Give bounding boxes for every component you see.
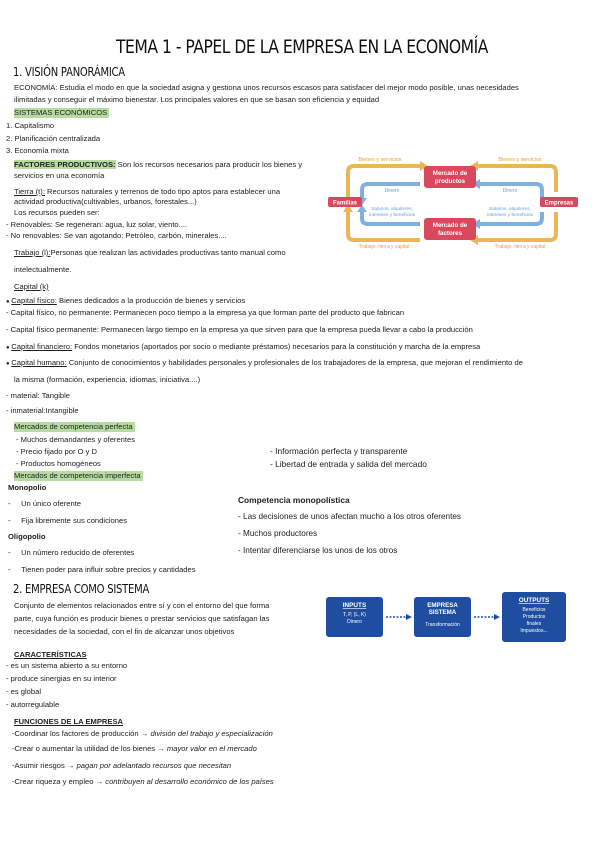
factores-productivos-line-2: servicios en una economía xyxy=(14,171,105,180)
circular-flow-diagram xyxy=(328,154,578,250)
capital-humano-continuation: la misma (formación, experiencia, idiomas, iniciativa....) xyxy=(14,375,201,384)
oligopolio-item: - Tienen poder para influir sobre precios y cantidades xyxy=(8,565,196,574)
outputs-title: OUTPUTS xyxy=(518,597,550,604)
tierra-label: Tierra (t): xyxy=(14,187,45,196)
empresa-sistema-title: SISTEMA xyxy=(428,609,457,616)
monopolio-item-text: Fija libremente sus condiciones xyxy=(21,516,128,525)
funcion-result: pagan por adelantado recursos que necesitan xyxy=(76,761,232,770)
material-item: - material: Tangible xyxy=(6,391,70,401)
caracteristica-item: - es un sistema abierto a su entorno xyxy=(6,661,127,671)
oligopolio-item-text: Tienen poder para influir sobre precios y cantidades xyxy=(21,565,196,574)
competencia-perfecta-label: Mercados de competencia perfecta xyxy=(14,422,133,431)
factores-productivos-text: Son los recursos necesarios para producir los bienes y xyxy=(115,160,303,169)
bienes-servicios-label: Bienes y servicios xyxy=(498,157,542,163)
competencia-imperfecta-label: Mercados de competencia imperfecta xyxy=(14,471,141,480)
factores-productivos-line-1 xyxy=(14,160,302,170)
monopolistica-item: - Las decisiones de unos afectan mucho a los otros oferentes xyxy=(238,512,461,522)
perfecta-item: - Muchos demandantes y oferentes xyxy=(16,435,135,445)
monopolistica-item: - Muchos productores xyxy=(238,529,317,539)
rentas-label: Salarios, alquileres, xyxy=(371,207,413,212)
transformacion-label: Transformación xyxy=(425,622,460,628)
tierra-line-2: actividad productiva(cultivables, urbanos, forestales...) xyxy=(14,197,197,206)
trabajo-text: Personas que realizan las actividades productivas tanto manual como xyxy=(50,248,286,257)
empresa-sistema-title: EMPRESA xyxy=(427,602,458,609)
trabajo-tierra-capital-label: Trabajo, tierra y capital xyxy=(358,244,410,250)
outputs-item: Impuestos... xyxy=(520,628,548,634)
trabajo-line-2: intelectualmente. xyxy=(14,265,72,274)
funcion-item xyxy=(12,744,257,754)
arrow-head xyxy=(406,614,412,620)
rentas-label: intereses y beneficios xyxy=(486,213,534,218)
monopolistica-item: - Intentar diferenciarse los unos de los otros xyxy=(238,546,397,556)
funcion-text: -Coordinar los factores de producción → xyxy=(12,729,151,738)
factores-productivos-label: FACTORES PRODUCTIVOS: xyxy=(14,160,116,169)
outputs-item: finales xyxy=(526,621,542,627)
system-item: 1. Capitalismo xyxy=(6,121,55,130)
tierra-line-3: Los recursos pueden ser: xyxy=(14,208,100,217)
funcion-text: -Crear o aumentar la utilidad de los bienes → xyxy=(12,744,167,753)
empresa-definition-line: parte, cuya función es producir bienes o prestar servicios que satisfagan las xyxy=(14,614,270,623)
oligopolio-item: - Un número reducido de oferentes xyxy=(8,548,135,557)
inputs-sub: Dinero xyxy=(347,619,362,625)
empresa-sistema-diagram xyxy=(326,592,578,644)
inmaterial-item: - inmaterial:Intangible xyxy=(6,406,79,416)
bienes-servicios-label: Bienes y servicios xyxy=(358,157,402,163)
funcion-result: división del trabajo y especialización xyxy=(150,729,273,738)
capital-humano-text: Conjunto de conocimientos y habilidades personales y profesionales de los trabajadores de la empresa, que mejoran el rendimiento de xyxy=(66,358,523,367)
capital-label: Capital (k) xyxy=(14,282,49,291)
capital-financiero-item xyxy=(6,342,480,353)
capital-fisico-text: Bienes dedicados a la producción de bienes y servicios xyxy=(56,296,246,305)
arrow-head xyxy=(494,614,500,620)
funcion-item xyxy=(12,777,274,787)
caracteristica-item: - produce sinergias en su interior xyxy=(6,674,117,684)
dinero-label: Dinero xyxy=(502,188,518,194)
tierra-text: Recursos naturales y terrenos de todo tipo aptos para establecer una xyxy=(44,187,281,196)
sistemas-economicos-label: SISTEMAS ECONÓMICOS xyxy=(14,108,108,117)
oligopolio-label: Oligopolio xyxy=(8,532,46,541)
inputs-title: INPUTS xyxy=(342,602,367,609)
funcion-result: contribuyen al desarrollo económico de los países xyxy=(105,777,274,786)
perfecta-right-item: - Libertad de entrada y salida del mercado xyxy=(270,459,427,469)
trabajo-line-1 xyxy=(14,248,286,258)
empresa-definition-line: Conjunto de elementos relacionados entre sí y con el entorno del que forma xyxy=(14,601,270,610)
caracteristicas-label: CARACTERÍSTICAS xyxy=(14,650,87,659)
capital-humano-label: Capital humano: xyxy=(11,358,67,367)
page-title: TEMA 1 - PAPEL DE LA EMPRESA EN LA ECONOMÍA xyxy=(116,36,488,58)
capital-fisico-label: Capital físico: xyxy=(11,296,57,305)
perfecta-right-item: - Información perfecta y transparente xyxy=(270,446,407,456)
capital-financiero-label: Capital financiero: xyxy=(11,342,73,351)
trabajo-tierra-capital-label: Trabajo, tierra y capital xyxy=(494,244,546,250)
section-2-heading: 2. EMPRESA COMO SISTEMA xyxy=(13,581,150,596)
monopolio-item-text: Un único oferente xyxy=(21,499,82,508)
caracteristica-item: - autorregulable xyxy=(6,700,59,710)
outputs-item: Beneficios xyxy=(522,607,546,613)
economia-definition-line-1: ECONOMÍA: Estudia el modo en que la sociedad asigna y gestiona unos recursos escasos para satisfacer del mejor modo posible, unas necesidades xyxy=(14,83,519,92)
system-item: 2. Planificación centralizada xyxy=(6,134,101,143)
renovables-item: - Renovables: Se regeneran: agua, luz solar, viento.... xyxy=(6,220,187,230)
funcion-text: -Crear riqueza y empleo → xyxy=(12,777,106,786)
monopolio-item: - Fija libremente sus condiciones xyxy=(8,516,128,525)
funcion-item xyxy=(12,729,273,739)
capital-permanente-item: - Capital físico permanente: Permanecen largo tiempo en la empresa ya que sirven para que la empresa pueda llevar a cabo la producción xyxy=(6,325,473,335)
capital-financiero-text: Fondos monetarios (aportados por socio o mediante préstamos) necesarios para la constitución y marcha de la empresa xyxy=(72,342,481,351)
dinero-label: Dinero xyxy=(384,188,400,194)
economia-definition-line-2: ilimitadas y conseguir el máximo bienestar. Los principales valores en que se basan son eficiencia y equidad xyxy=(14,95,380,104)
system-item: 3. Economía mixta xyxy=(6,146,69,155)
mercado-factores-label: Mercado de xyxy=(432,222,468,229)
oligopolio-item-text: Un número reducido de oferentes xyxy=(21,548,135,557)
outputs-item: Productos xyxy=(522,614,546,620)
funcion-result: mayor valor en el mercado xyxy=(166,744,257,753)
familias-label: Familias xyxy=(332,200,358,207)
tierra-line-1 xyxy=(14,187,280,197)
competencia-monopolistica-label: Competencia monopolística xyxy=(238,495,350,505)
monopolio-label: Monopolio xyxy=(8,483,47,492)
no-renovables-item: - No renovables: Se van agotando: Petróleo, carbón, minerales.... xyxy=(6,231,227,241)
empresa-definition-line: necesidades de la sociedad, con el fin de alcanzar unos objetivos xyxy=(14,627,235,636)
funcion-item xyxy=(12,761,231,771)
perfecta-item: - Productos homogéneos xyxy=(16,459,101,469)
mercado-productos-label: productos xyxy=(434,178,466,185)
capital-no-permanente-item: - Capital físico, no permanente: Permanecen poco tiempo a la empresa ya que forman parte del producto que fabrican xyxy=(6,308,404,318)
rentas-label: intereses y beneficios xyxy=(368,213,416,218)
funcion-text: -Asumir riesgos → xyxy=(12,761,77,770)
empresas-label: Empresas xyxy=(544,200,574,207)
monopolio-item: - Un único oferente xyxy=(8,499,82,508)
trabajo-label: Trabajo (l): xyxy=(14,248,51,257)
capital-humano-item xyxy=(6,358,523,369)
funciones-label: FUNCIONES DE LA EMPRESA xyxy=(14,717,123,726)
inputs-sub: T, P, (L, K) xyxy=(343,612,366,618)
section-1-heading: 1. VISIÓN PANORÁMICA xyxy=(13,64,125,79)
capital-fisico-item xyxy=(6,296,245,307)
perfecta-item: - Precio fijado por O y D xyxy=(16,447,97,457)
mercado-factores-label: factores xyxy=(437,230,463,237)
caracteristica-item: - es global xyxy=(6,687,41,697)
rentas-label: Salarios, alquileres, xyxy=(489,207,531,212)
mercado-productos-label: Mercado de xyxy=(432,170,468,177)
